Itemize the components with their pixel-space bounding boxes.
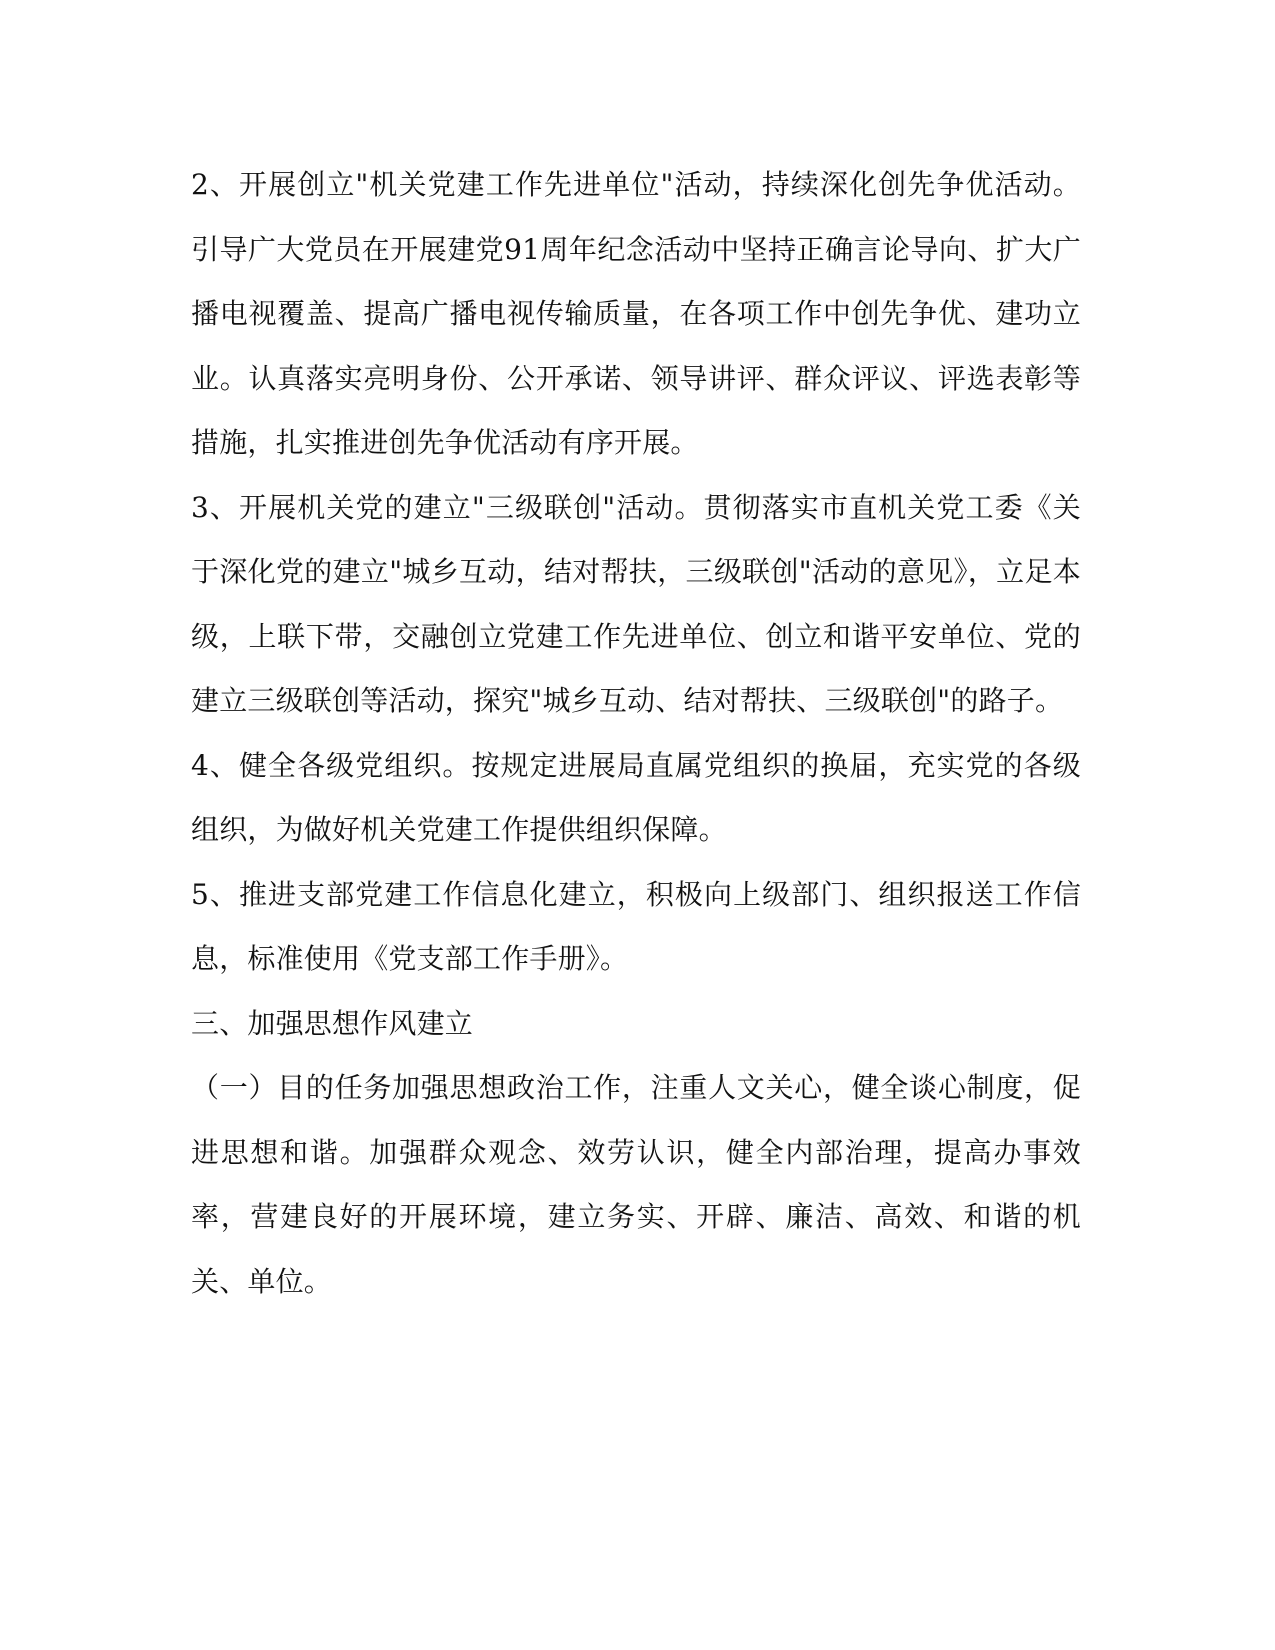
- paragraph-item-3-three-level-joint-creation: 3、开展机关党的建立"三级联创"活动。贯彻落实市直机关党工委《关于深化党的建立"城乡互动，结对帮扶，三级联创"活动的意见》，立足本级，上联下带，交融创立党建工作先进单位、创立和谐平安单位、党的建立三级联创等活动，探究"城乡互动、结对帮扶、三级联创"的路子。: [191, 490, 1081, 717]
- document-body: [191, 153, 1081, 1314]
- paragraph-item-2-party-building: 2、开展创立"机关党建工作先进单位"活动，持续深化创先争优活动。引导广大党员在开展建党91周年纪念活动中坚持正确言论导向、扩大广播电视覆盖、提高广播电视传输质量，在各项工作中创先争优、建功立业。认真落实亮明身份、公开承诺、领导讲评、群众评议、评选表彰等措施，扎实推进创先争优活动有序开展。: [191, 168, 1081, 459]
- paragraph-objectives-tasks: （一）目的任务加强思想政治工作，注重人文关心，健全谈心制度，促进思想和谐。加强群众观念、效劳认识，健全内部治理，提高办事效率，营建良好的开展环境，建立务实、开辟、廉洁、高效、和谐的机关、单位。: [191, 1071, 1081, 1298]
- paragraph-item-4-party-organizations: 4、健全各级党组织。按规定进展局直属党组织的换届，充实党的各级组织，为做好机关党建工作提供组织保障。: [191, 748, 1081, 846]
- paragraph-item-5-informatization: 5、推进支部党建工作信息化建立，积极向上级部门、组织报送工作信息，标准使用《党支部工作手册》。: [191, 877, 1081, 975]
- section-heading-ideological-style: 三、加强思想作风建立: [191, 1006, 474, 1040]
